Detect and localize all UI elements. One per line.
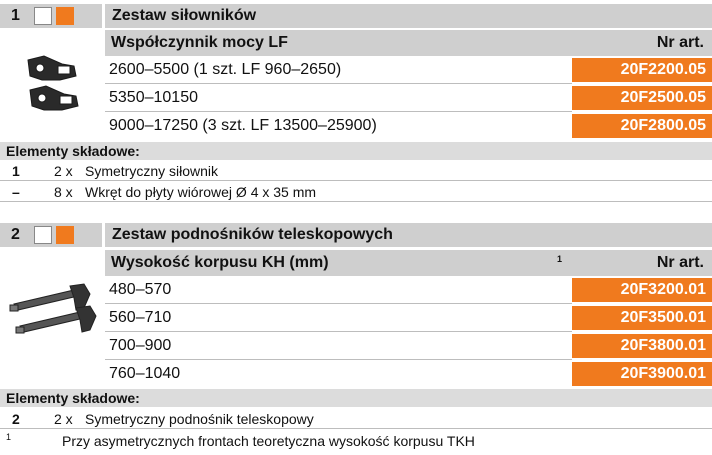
actuator-image	[0, 30, 102, 140]
section-number: 2	[11, 226, 20, 243]
section-title: Zestaw siłowników	[112, 7, 257, 24]
row-value: 2600–5500 (1 szt. LF 960–2650)	[109, 61, 342, 78]
element-row: – 8 x Wkręt do płyty wiórowej Ø 4 x 35 mm	[0, 182, 712, 202]
table-row	[105, 84, 712, 110]
column-label: Wysokość korpusu KH (mm)	[111, 254, 329, 271]
article-number: 20F3800.01	[572, 334, 712, 358]
footnote-mark: 1	[6, 432, 12, 442]
row-value: 480–570	[109, 281, 172, 298]
element-row: 1 2 x Symetryczny siłownik	[0, 161, 712, 181]
elements-header: Elementy składowe:	[0, 389, 712, 407]
row-value: 9000–17250 (3 szt. LF 13500–25900)	[109, 117, 377, 134]
article-number: 20F3900.01	[572, 362, 712, 386]
section-title: Zestaw podnośników teleskopowych	[112, 226, 393, 243]
white-square-icon	[34, 226, 52, 244]
table-row	[105, 56, 712, 82]
article-number: 20F2200.05	[572, 58, 712, 82]
table-row	[105, 276, 712, 302]
article-number: 20F3500.01	[572, 306, 712, 330]
orange-square-icon	[56, 7, 74, 25]
telescopic-lift-icon	[0, 250, 102, 386]
footnote-mark: 1	[557, 254, 563, 264]
table-row	[105, 304, 712, 330]
table-row	[105, 332, 712, 358]
orange-square-icon	[56, 226, 74, 244]
section-1-header	[0, 4, 712, 28]
actuator-icon	[0, 30, 102, 140]
article-number-label: Nr art.	[656, 34, 704, 51]
footnote-text: Przy asymetrycznych frontach teoretyczna wysokość korpusu TKH	[62, 433, 475, 449]
section-number: 1	[11, 7, 20, 24]
row-value: 5350–10150	[109, 89, 198, 106]
table-row	[105, 112, 712, 138]
white-square-icon	[34, 7, 52, 25]
column-label: Współczynnik mocy LF	[111, 34, 288, 51]
row-value: 560–710	[109, 309, 172, 326]
footnote	[0, 431, 712, 451]
article-number: 20F2800.05	[572, 114, 712, 138]
section-2-header	[0, 223, 712, 247]
column-header	[105, 30, 712, 56]
article-number: 20F2500.05	[572, 86, 712, 110]
row-value: 700–900	[109, 337, 172, 354]
element-row: 2 2 x Symetryczny podnośnik teleskopowy	[0, 409, 712, 429]
row-value: 760–1040	[109, 365, 181, 382]
table-row	[105, 360, 712, 386]
article-number: 20F3200.01	[572, 278, 712, 302]
telescopic-lift-image	[0, 250, 102, 386]
column-header	[105, 250, 712, 276]
elements-header: Elementy składowe:	[0, 142, 712, 160]
article-number-label: Nr art.	[656, 254, 704, 271]
